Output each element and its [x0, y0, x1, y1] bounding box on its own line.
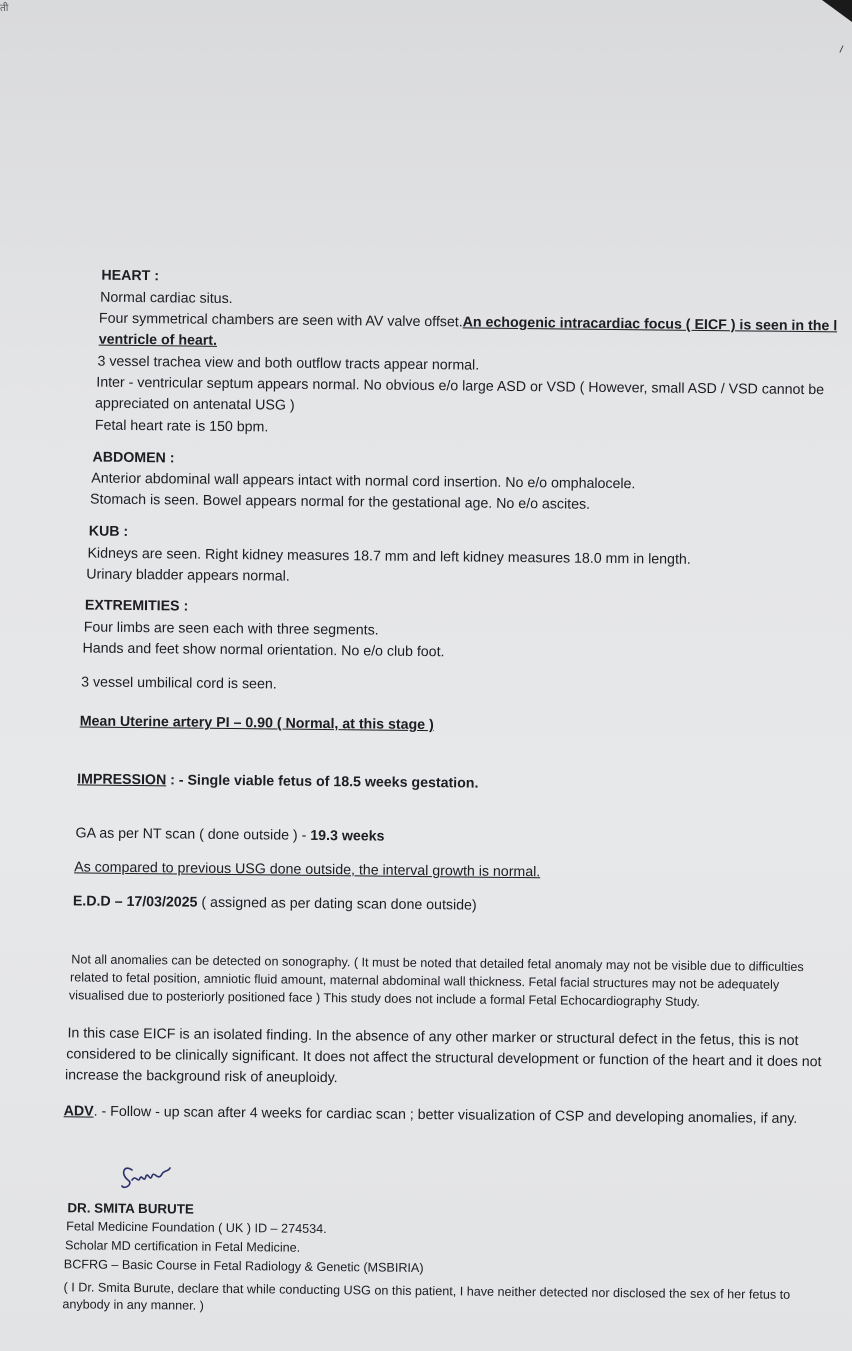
advice-text: . - Follow - up scan after 4 weeks for cardiac scan ; better visualization of CSP and developing anomalies, if any.	[93, 1103, 798, 1127]
eicf-location: ventricle of heart.	[98, 331, 218, 349]
heart-septum-cont: appreciated on antenatal USG )	[95, 395, 295, 414]
heart-chambers: Four symmetrical chambers are seen with AV valve offset.An echogenic intracardiac focus ( EICF ) is seen in the l	[98, 310, 838, 335]
folded-corner	[822, 0, 852, 22]
corner-scribble-icon: ⸝	[833, 37, 848, 56]
advice	[64, 1102, 798, 1129]
kub-bladder: Urinary bladder appears normal.	[86, 566, 290, 585]
disclaimer-line-1: Not all anomalies can be detected on sonography. ( It must be noted that detailed fetal anomaly may not be visible due to difficulties	[71, 952, 804, 975]
ga-value: 19.3 weeks	[310, 827, 385, 845]
report-body	[7, 0, 852, 1127]
heart-heading: HEART :	[101, 267, 160, 285]
disclaimer-line-3: visualised due to posteriorly positioned face ) This study does not include a formal Fetal Echocardiography Study.	[68, 988, 700, 1009]
interval-growth: As compared to previous USG done outside, the interval growth is normal.	[74, 859, 541, 881]
abdomen-stomach: Stomach is seen. Bowel appears normal for the gestational age. No e/o ascites.	[89, 491, 591, 513]
uterine-artery-pi: Mean Uterine artery PI – 0.90 ( Normal, at this stage )	[79, 713, 434, 734]
impression-text: - Single viable fetus of 18.5 weeks gestation.	[178, 772, 479, 792]
kub-heading: KUB :	[88, 523, 129, 540]
doctor-fmf-id: Fetal Medicine Foundation ( UK ) ID – 274534.	[66, 1219, 327, 1237]
eicf-note-line-3: increase the background risk of aneuploidy.	[64, 1067, 338, 1087]
impression-label: IMPRESSION	[77, 771, 167, 789]
heart-outflow: 3 vessel trachea view and both outflow tracts appear normal.	[97, 353, 480, 374]
impression: IMPRESSION : - Single viable fetus of 18.5 weeks gestation.	[77, 771, 479, 792]
doctor-md-cert: Scholar MD certification in Fetal Medicine.	[64, 1238, 301, 1255]
heart-septum: Inter - ventricular septum appears normal. No obvious e/o large ASD or VSD ( However, small ASD / VSD cannot be	[96, 374, 825, 399]
umbilical-cord: 3 vessel umbilical cord is seen.	[81, 674, 277, 693]
signature-icon	[118, 1160, 178, 1200]
extremities-orientation: Hands and feet show normal orientation. No e/o club foot.	[82, 640, 445, 661]
heart-situs: Normal cardiac situs.	[100, 289, 233, 308]
doctor-declaration-2: anybody in any manner. )	[62, 1297, 204, 1313]
heart-rate: Fetal heart rate is 150 bpm.	[94, 417, 269, 436]
kub-kidneys: Kidneys are seen. Right kidney measures 18.7 mm and left kidney measures 18.0 mm in length.	[87, 545, 691, 568]
doctor-name: DR. SMITA BURUTE	[67, 1200, 194, 1217]
ga-nt-scan: GA as per NT scan ( done outside ) - 19.3 weeks	[75, 825, 385, 845]
eicf-note-line-2: considered to be clinically significant. It does not affect the structural development or function of the heart and it does not	[66, 1046, 822, 1071]
extremities-heading: EXTREMITIES :	[84, 597, 189, 615]
doctor-declaration-1: ( I Dr. Smita Burute, declare that while conducting USG on this patient, I have neither detected nor disclosed the sex of her fetus to	[63, 1280, 791, 1302]
extremities-limbs: Four limbs are seen each with three segments.	[83, 619, 379, 639]
doctor-bcfrg: BCFRG – Basic Course in Fetal Radiology & Genetic (MSBIRIA)	[63, 1257, 424, 1276]
advice-label: ADV	[63, 1103, 94, 1120]
abdomen-wall: Anterior abdominal wall appears intact with normal cord insertion. No e/o omphalocele.	[91, 470, 636, 493]
eicf-note-line-1: In this case EICF is an isolated finding. In the absence of any other marker or structural defect in the fetus, this is not	[67, 1025, 799, 1049]
eicf-finding: An echogenic intracardiac focus ( EICF ) is seen in the l	[462, 314, 838, 335]
edd: E.D.D – 17/03/2025 ( assigned as per dating scan done outside)	[72, 893, 477, 914]
abdomen-heading: ABDOMEN :	[92, 449, 175, 467]
disclaimer-line-2: related to fetal position, amniotic fluid amount, maternal abdominal wall thickness. Fetal facial structures may not be adequately	[70, 970, 780, 992]
top-margin-mark: ती	[0, 3, 9, 14]
edd-date: E.D.D – 17/03/2025	[72, 893, 198, 911]
